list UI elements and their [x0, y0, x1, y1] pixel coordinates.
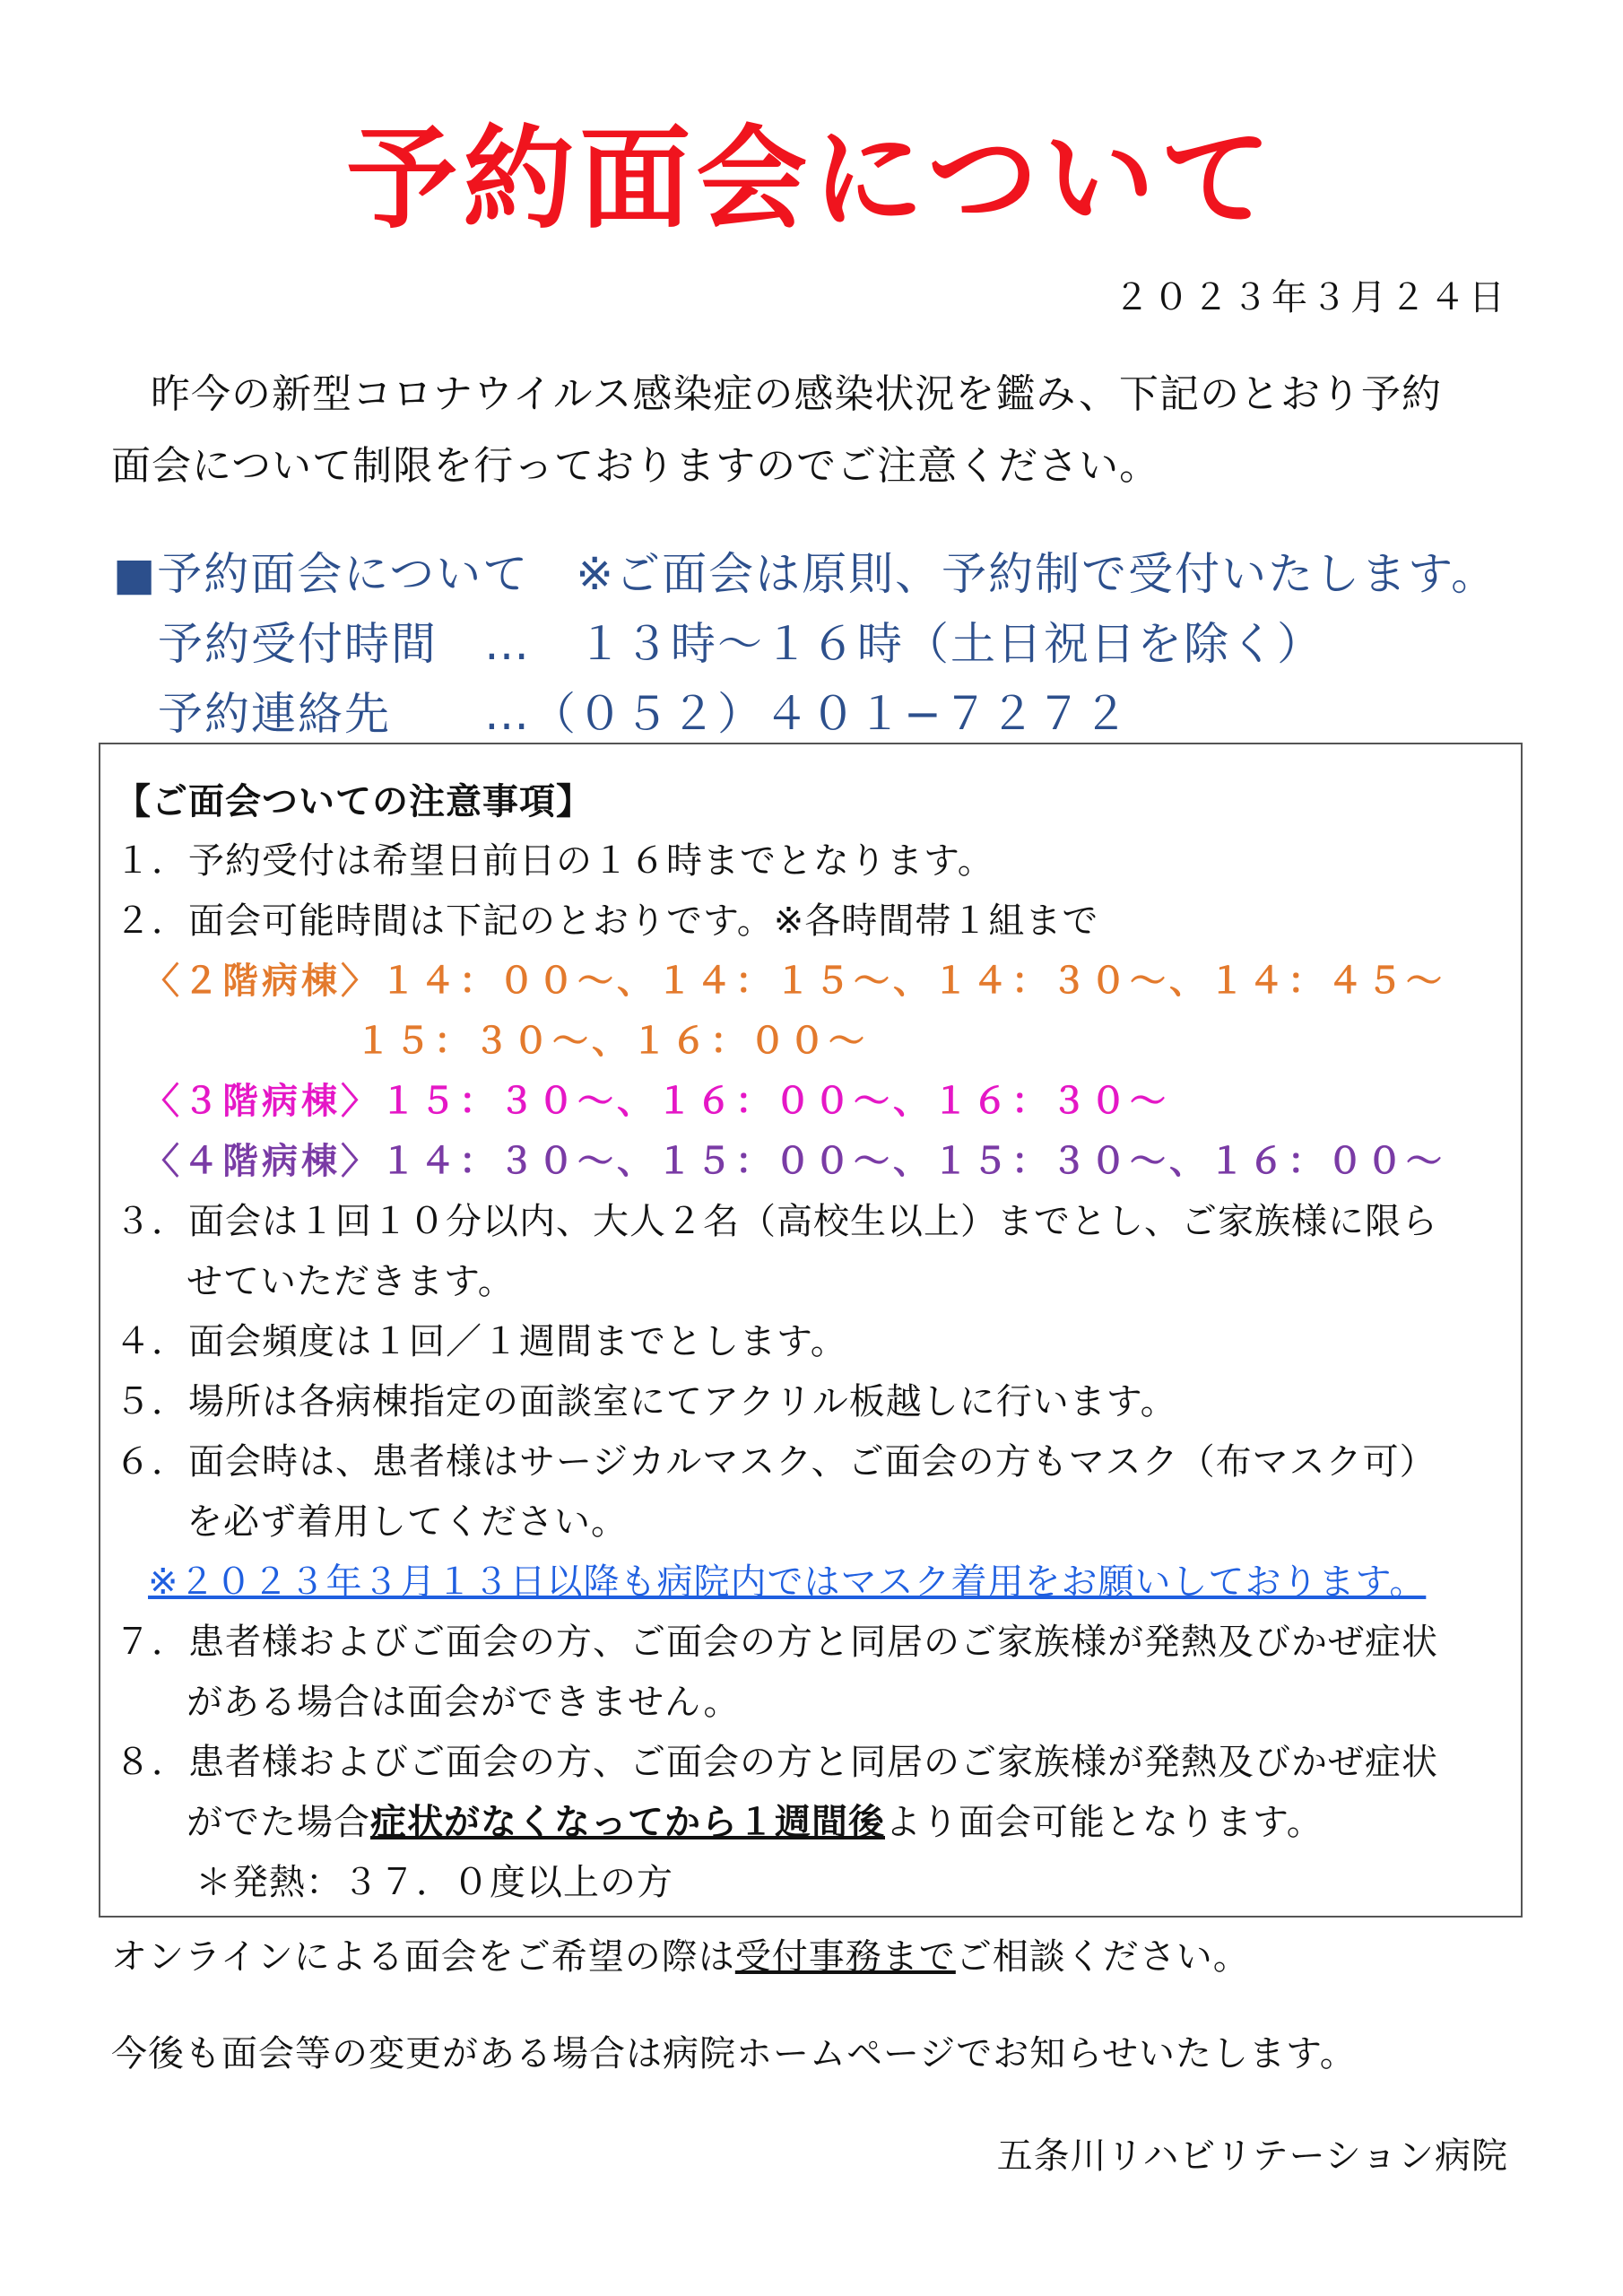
reservation-heading: ■予約面会について ※ご面会は原則、予約制で受付いたします。 — [113, 548, 1498, 600]
item8-text-post: より面会可能となります。 — [885, 1802, 1324, 1843]
mask-notice-link[interactable]: ※２０２３年３月１３日以降も病院内ではマスク着用をお願いしております。 — [148, 1561, 1427, 1603]
notice-item-6-line-2: を必ず着用してください。 — [187, 1501, 628, 1543]
hospital-name: 五条川リハビリテーション病院 — [996, 2135, 1508, 2177]
online-emphasis: 受付事務まで — [734, 1936, 956, 1978]
item8-text-pre: がでた場合 — [187, 1802, 370, 1843]
notice-item-7-line-1: ７．患者様およびご面会の方、ご面会の方と同居のご家族様が発熱及びかぜ症状 — [115, 1622, 1438, 1663]
ward3-times: 〈３階病棟〉１５：３０～、１６：００～、１６：３０～ — [143, 1081, 1169, 1122]
notice-item-6-line-1: ６．面会時は、患者様はサージカルマスク、ご面会の方もマスク（布マスク可） — [115, 1441, 1436, 1483]
fever-note: ＊発熱：３７．０度以上の方 — [195, 1862, 673, 1903]
notice-item-8-line-2 — [187, 1794, 1324, 1845]
page-title: 予約面会について — [346, 115, 1277, 244]
future-change-note: 今後も面会等の変更がある場合は病院ホームページでお知らせいたします。 — [111, 2033, 1357, 2074]
ward2-times-line-2: １５：３０～、１６：００～ — [355, 1021, 868, 1062]
notice-item-3-line-1: ３．面会は１回１０分以内、大人２名（高校生以上）までとし、ご家族様に限ら — [115, 1201, 1438, 1242]
notice-date: ２０２３年３月２４日 — [1114, 277, 1508, 318]
reservation-hours: 予約受付時間 … １３時～１６時（土日祝日を除く） — [158, 618, 1324, 670]
intro-line-2: 面会について制限を行っておりますのでご注意ください。 — [111, 443, 1160, 489]
intro-paragraph — [111, 359, 1442, 502]
notice-item-3-line-2: せていただきます。 — [187, 1261, 515, 1302]
notice-item-4: ４．面会頻度は１回／１週間までとします。 — [115, 1321, 847, 1362]
online-text-post: ご相談ください。 — [955, 1936, 1250, 1978]
ward4-times: 〈４階病棟〉１４：３０～、１５：００～、１５：３０～、１６：００～ — [143, 1141, 1445, 1182]
item8-emphasis: 症状がなくなってから１週間後 — [370, 1802, 885, 1843]
notice-heading: 【ご面会ついての注意事項】 — [115, 781, 593, 822]
notice-item-7-line-2: がある場合は面会ができません。 — [187, 1682, 741, 1723]
intro-line-1: 昨今の新型コロナウイルス感染症の感染状況を鑑み、下記のとおり予約 — [151, 371, 1442, 417]
notice-item-2: ２．面会可能時間は下記のとおりです。※各時間帯１組まで — [115, 900, 1099, 942]
online-note — [111, 1928, 1250, 1979]
reservation-contact: 予約連絡先 …（０５２）４０１−７２７２ — [158, 688, 1130, 740]
notice-item-1: １．予約受付は希望日前日の１６時までとなります。 — [115, 840, 994, 882]
notice-item-5: ５．場所は各病棟指定の面談室にてアクリル板越しに行います。 — [115, 1381, 1177, 1422]
notice-item-8-line-1: ８．患者様およびご面会の方、ご面会の方と同居のご家族様が発熱及びかぜ症状 — [115, 1742, 1438, 1783]
online-text-pre: オンラインによる面会をご希望の際は — [111, 1936, 735, 1978]
ward2-times-line-1: 〈２階病棟〉１４：００～、１４：１５～、１４：３０～、１４：４５～ — [143, 961, 1445, 1002]
